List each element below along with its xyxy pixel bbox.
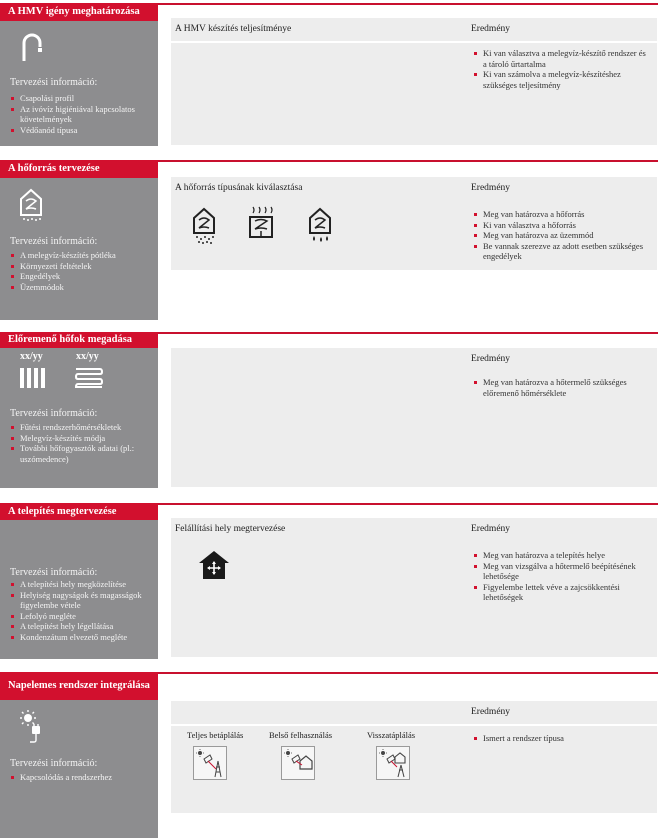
- info-item: Védőanód típusa: [10, 125, 154, 136]
- info-item: Melegvíz-készítés módja: [10, 433, 154, 444]
- info-title: Tervezési információ:: [10, 77, 98, 88]
- section-sidebar: [0, 160, 158, 320]
- section-divider: [158, 3, 658, 5]
- info-list: [10, 422, 154, 464]
- section-body: [171, 541, 657, 657]
- result-item: Meg van határozva a hőforrás: [471, 209, 647, 220]
- self-consumption-icon: [281, 746, 315, 780]
- result-heading: Eredmény: [471, 183, 511, 193]
- ground-source-icon: [191, 205, 217, 245]
- task-heading: A HMV készítés teljesítménye: [175, 24, 292, 34]
- result-heading: Eredmény: [471, 524, 511, 534]
- section-divider: [158, 160, 658, 162]
- pv-option-label: Visszatáplálás: [367, 730, 416, 740]
- info-title: Tervezési információ:: [10, 408, 98, 419]
- solar-plug-icon: [16, 708, 46, 744]
- heat-pump-icon: [18, 187, 44, 223]
- info-item: Az ivóvíz higiéniával kapcsolatos követelmények: [10, 104, 154, 125]
- result-item: Be vannak szerezve az adott esetben szükséges engedélyek: [471, 241, 647, 262]
- pv-option-label: Belső felhasználás: [269, 730, 333, 740]
- info-item: Üzemmódok: [10, 282, 154, 293]
- section-title: [0, 160, 158, 178]
- temp-label: xx/yy: [76, 351, 99, 362]
- section-header: [171, 518, 657, 541]
- info-title: Tervezési információ:: [10, 758, 98, 769]
- info-item: Kondenzátum elvezető megléte: [10, 632, 154, 643]
- info-item: Fűtési rendszerhőmérsékletek: [10, 422, 154, 433]
- result-list: [471, 48, 647, 90]
- result-item: Ki van számolva a melegvíz-készítéshez szükséges teljesítmény: [471, 69, 647, 90]
- section-body: [171, 200, 657, 270]
- result-heading: Eredmény: [471, 354, 511, 364]
- info-list: [10, 93, 154, 135]
- water-source-icon: [307, 205, 333, 245]
- result-item: Meg van vizsgálva a hőtermelő beépítésének lehetősége: [471, 561, 647, 582]
- info-item: Csapolási profil: [10, 93, 154, 104]
- task-heading: Felállítási hely megtervezése: [175, 524, 286, 534]
- result-item: Meg van határozva a hőtermelő szükséges előremenő hőmérséklete: [471, 377, 647, 398]
- section-title-text: Előremenő hőfok megadása: [8, 334, 133, 345]
- section-title: [0, 3, 158, 21]
- section-title: [0, 503, 158, 520]
- result-item: Ki van választva a melegvíz-készítő rendszer és a tároló űrtartalma: [471, 48, 647, 69]
- section-title-text: A hőforrás tervezése: [8, 163, 100, 174]
- section-title-text: Napelemes rendszer integrálása: [8, 680, 150, 691]
- air-source-icon: [247, 205, 275, 245]
- full-feed-in-icon: [193, 746, 227, 780]
- task-heading: A hőforrás típusának kiválasztása: [175, 183, 303, 193]
- info-item: További hőfogyasztók adatai (pl.: uszómedence): [10, 443, 154, 464]
- section-header: [171, 701, 657, 724]
- floor-heating-icon: [74, 366, 104, 390]
- info-title: Tervezési információ:: [10, 236, 98, 247]
- section-sidebar: [0, 3, 158, 146]
- result-item: Ismert a rendszer típusa: [471, 733, 647, 744]
- info-title: Tervezési információ:: [10, 567, 98, 578]
- section-title-text: A HMV igény meghatározása: [8, 6, 140, 17]
- section-title: [0, 672, 158, 700]
- section-header: [171, 18, 657, 41]
- result-item: Meg van határozva az üzemmód: [471, 230, 647, 241]
- section-header: [171, 348, 657, 371]
- faucet-icon: [20, 31, 48, 63]
- section-divider: [158, 503, 658, 505]
- result-list: [471, 377, 647, 398]
- section-sidebar: [0, 672, 158, 838]
- result-list: [471, 550, 647, 603]
- section-sidebar: [0, 332, 158, 488]
- section-title: [0, 332, 158, 348]
- info-item: Lefolyó megléte: [10, 611, 154, 622]
- info-item: Engedélyek: [10, 271, 154, 282]
- radiator-icon: [18, 366, 48, 390]
- result-list: [471, 733, 647, 744]
- info-item: Környezeti feltételek: [10, 261, 154, 272]
- house-installation-icon: [197, 549, 231, 581]
- temp-label: xx/yy: [20, 351, 43, 362]
- info-item: Kapcsolódás a rendszerhez: [10, 772, 154, 783]
- info-item: A telepítési hely megközelítése: [10, 579, 154, 590]
- result-heading: Eredmény: [471, 24, 511, 34]
- section-body: [171, 371, 657, 487]
- feed-back-icon: [376, 746, 410, 780]
- section-title-text: A telepítés megtervezése: [8, 505, 117, 517]
- result-heading: Eredmény: [471, 707, 511, 717]
- section-body: [171, 43, 657, 145]
- info-list: [10, 772, 154, 783]
- info-list: [10, 579, 154, 642]
- section-divider: [158, 672, 658, 674]
- result-item: Figyelembe lettek véve a zajcsökkentési lehetőségek: [471, 582, 647, 603]
- info-item: A melegvíz-készítés pótléka: [10, 250, 154, 261]
- result-list: [471, 209, 647, 262]
- info-list: [10, 250, 154, 292]
- section-sidebar: [0, 503, 158, 659]
- section-divider: [158, 332, 658, 334]
- section-header: [171, 177, 657, 200]
- result-item: Meg van határozva a telepítés helye: [471, 550, 647, 561]
- pv-option-label: Teljes betáplálás: [187, 730, 244, 740]
- info-item: A telepítést hely légellátása: [10, 621, 154, 632]
- info-item: Helyiség nagyságok és magasságok figyelembe vétele: [10, 590, 154, 611]
- result-item: Ki van választva a hőforrás: [471, 220, 647, 231]
- section-body: [171, 726, 657, 813]
